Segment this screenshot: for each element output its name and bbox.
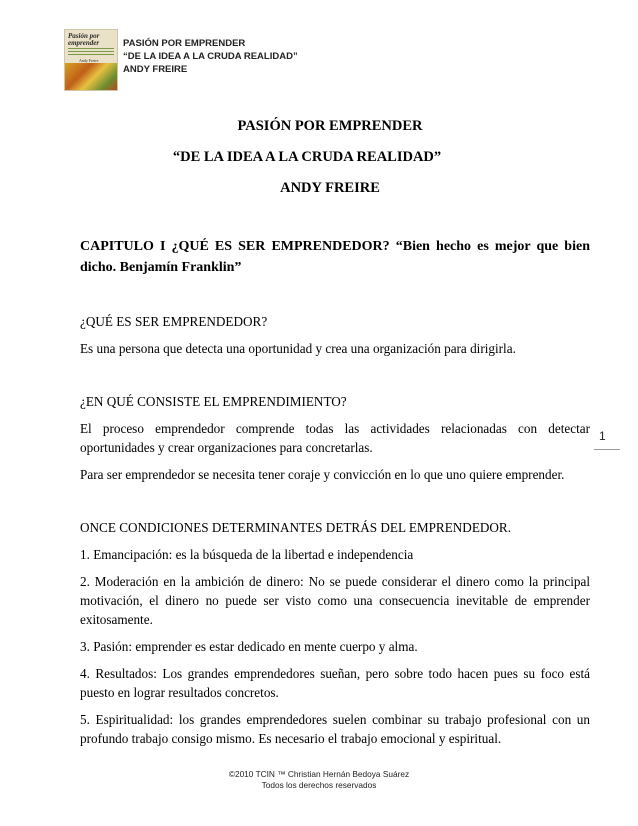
book-cover-image (64, 29, 118, 91)
paragraph: Es una persona que detecta una oportunidad y crea una organización para dirigirla. (80, 341, 516, 356)
header-line-3: ANDY FREIRE (123, 64, 188, 75)
header-line-1: PASIÓN POR EMPRENDER (123, 38, 246, 49)
list-item: 1. Emancipación: es la búsqueda de la libertad e independencia (80, 547, 414, 562)
section-heading-en-que-consiste: ¿EN QUÉ CONSISTE EL EMPRENDIMIENTO? (80, 394, 347, 409)
page-number-value: 1 (599, 429, 606, 443)
list-item: 3. Pasión: emprender es estar dedicado en mente cuerpo y alma. (80, 639, 418, 654)
footer-copyright: ©2010 TCIN ™ Christian Hernán Bedoya Suárez (228, 769, 410, 779)
paragraph: Para ser emprendedor se necesita tener coraje y convicción en lo que uno quiere emprender. (80, 467, 565, 482)
document-body (80, 236, 590, 748)
cover-title: Pasión por emprender (68, 32, 100, 47)
document-author: ANDY FREIRE (280, 180, 380, 196)
running-header (123, 37, 298, 76)
chapter-heading: CAPITULO I ¿QUÉ ES SER EMPRENDEDOR? “Bien hecho es mejor que bien dicho. Benjamín Franklin” (80, 239, 590, 275)
cover-artwork (65, 63, 117, 90)
paragraph: El proceso emprendedor comprende todas las actividades relacionadas con detectar oportunidades y crear organizaciones para concretarlas. (80, 421, 590, 455)
list-item: 4. Resultados: Los grandes emprendedores sueñan, pero sobre todo hacen pues su foco está puesto en lograr resultados concretos. (80, 666, 590, 700)
list-item: 2. Moderación en la ambición de dinero: No se puede considerar el dinero como la principal motivación, el dinero no puede ser visto como una consecuencia inevitable de emprender exitosamente. (80, 574, 590, 627)
section-heading-once-condiciones: ONCE CONDICIONES DETERMINANTES DETRÁS DEL EMPRENDEDOR. (80, 520, 512, 535)
cover-author: Andy Freire (79, 58, 99, 63)
section-heading-que-es: ¿QUÉ ES SER EMPRENDEDOR? (80, 314, 268, 329)
page-number (594, 429, 620, 450)
header-line-2: “DE LA IDEA A LA CRUDA REALIDAD” (123, 51, 298, 62)
footer-rights: Todos los derechos reservados (261, 780, 377, 790)
cover-subtitle-lines (68, 48, 114, 55)
page-footer (0, 769, 638, 791)
document-title: PASIÓN POR EMPRENDER (237, 118, 423, 134)
list-item: 5. Espiritualidad: los grandes emprendedores suelen combinar su trabajo profesional con un profundo trabajo consigo mismo. Es necesario el trabajo emocional y espiritual. (80, 712, 590, 746)
document-subtitle: “DE LA IDEA A LA CRUDA REALIDAD” (172, 149, 442, 165)
page-number-rule (594, 449, 620, 450)
